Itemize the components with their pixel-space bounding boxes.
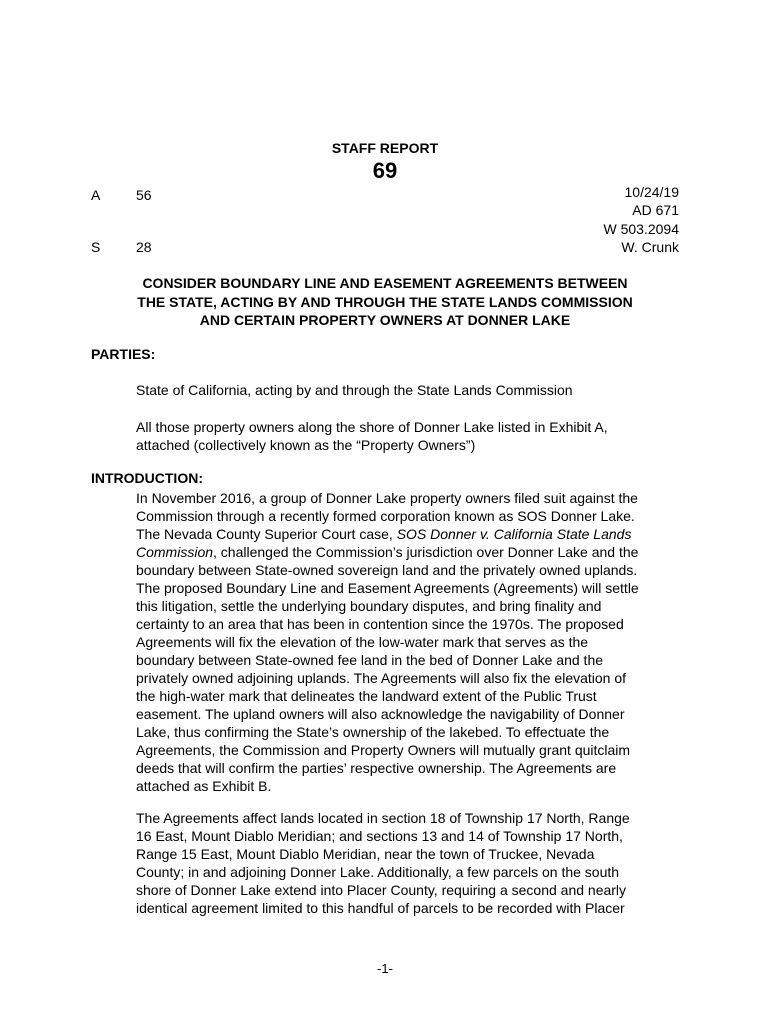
paragraph-line: Lake, thus confirming the State’s ownership of the lakebed. To effectuate the: [136, 724, 610, 740]
party-owners: [136, 418, 681, 454]
case-name: Commission: [136, 544, 214, 560]
paragraph-line: The Agreements affect lands located in section 18 of Township 17 North, Range: [136, 810, 630, 826]
title-line: CONSIDER BOUNDARY LINE AND EASEMENT AGREEMENTS BETWEEN: [142, 275, 628, 291]
paragraph-line: certainty to an area that has been in contention since the 1970s. The proposed: [136, 616, 624, 632]
paragraph-line: shore of Donner Lake extend into Placer County, requiring a second and nearly: [136, 882, 627, 898]
paragraph-line: easement. The upland owners will also acknowledge the navigability of Donner: [136, 706, 625, 722]
case-intro-text: The Nevada County Superior Court case,: [136, 526, 397, 542]
parties-heading: PARTIES:: [91, 346, 156, 362]
paragraph-line: Commission through a recently formed corporation known as SOS Donner Lake.: [136, 508, 635, 524]
paragraph-line: Agreements, the Commission and Property Owners will mutually grant quitclaim: [136, 742, 631, 758]
party-owners-line: attached (collectively known as the “Property Owners”): [136, 437, 476, 453]
title-line: THE STATE, ACTING BY AND THROUGH THE STATE LANDS COMMISSION: [137, 293, 633, 310]
report-meta: [604, 183, 680, 256]
party-state-text: State of California, acting by and through the State Lands Commission: [136, 382, 573, 398]
assembly-label: A: [91, 187, 101, 203]
item-number: 69: [372, 158, 398, 183]
senate-label: S: [91, 239, 101, 255]
assembly-district: 56: [136, 187, 152, 203]
paragraph-line: attached as Exhibit B.: [136, 778, 272, 794]
paragraph-line: deeds that will confirm the parties’ respective ownership. The Agreements are: [136, 760, 617, 776]
w-number: W 503.2094: [603, 220, 679, 237]
paragraph-line: identical agreement limited to this handful of parcels to be recorded with Placer: [136, 900, 625, 916]
paragraph-line: 16 East, Mount Diablo Meridian; and sections 13 and 14 of Township 17 North,: [136, 828, 623, 844]
paragraph-line: The proposed Boundary Line and Easement Agreements (Agreements) will settle: [136, 580, 639, 596]
paragraph-line: Agreements will fix the elevation of the low-water mark that serves as the: [136, 634, 589, 650]
report-title: [95, 274, 675, 330]
paragraph-line: [136, 525, 681, 543]
paragraph-line: Range 15 East, Mount Diablo Meridian, near the town of Truckee, Nevada: [136, 846, 595, 862]
paragraph-line: the high-water mark that delineates the landward extent of the Public Trust: [136, 688, 597, 704]
introduction-paragraph-1: [136, 489, 681, 795]
case-name: SOS Donner v. California State Lands: [396, 526, 632, 542]
page-number: -1-: [377, 961, 393, 976]
paragraph-line: boundary between State-owned sovereign land and the privately owned uplands.: [136, 562, 638, 578]
title-line: AND CERTAIN PROPERTY OWNERS AT DONNER LAKE: [199, 312, 571, 328]
paragraph-line: this litigation, settle the underlying boundary disputes, and bring finality and: [136, 598, 602, 614]
staff-name: W. Crunk: [621, 238, 679, 255]
paragraph-line: privately owned adjoining uplands. The Agreements will also fix the elevation of: [136, 670, 627, 686]
ad-number: AD 671: [632, 202, 679, 219]
party-state: [136, 381, 681, 399]
introduction-paragraph-2: [136, 809, 681, 917]
paragraph-line: boundary between State-owned fee land in the bed of Donner Lake and the: [136, 652, 604, 668]
report-label: STAFF REPORT: [331, 140, 439, 156]
case-description-text: , challenged the Commission’s jurisdiction over Donner Lake and the: [213, 544, 639, 560]
senate-district: 28: [136, 239, 152, 255]
paragraph-line: [136, 543, 681, 561]
introduction-heading: INTRODUCTION:: [91, 470, 203, 486]
party-owners-line: All those property owners along the shore of Donner Lake listed in Exhibit A,: [136, 419, 608, 435]
paragraph-line: County; in and adjoining Donner Lake. Additionally, a few parcels on the south: [136, 864, 620, 880]
report-date: 10/24/19: [624, 184, 679, 200]
paragraph-line: In November 2016, a group of Donner Lake property owners filed suit against the: [136, 490, 638, 506]
